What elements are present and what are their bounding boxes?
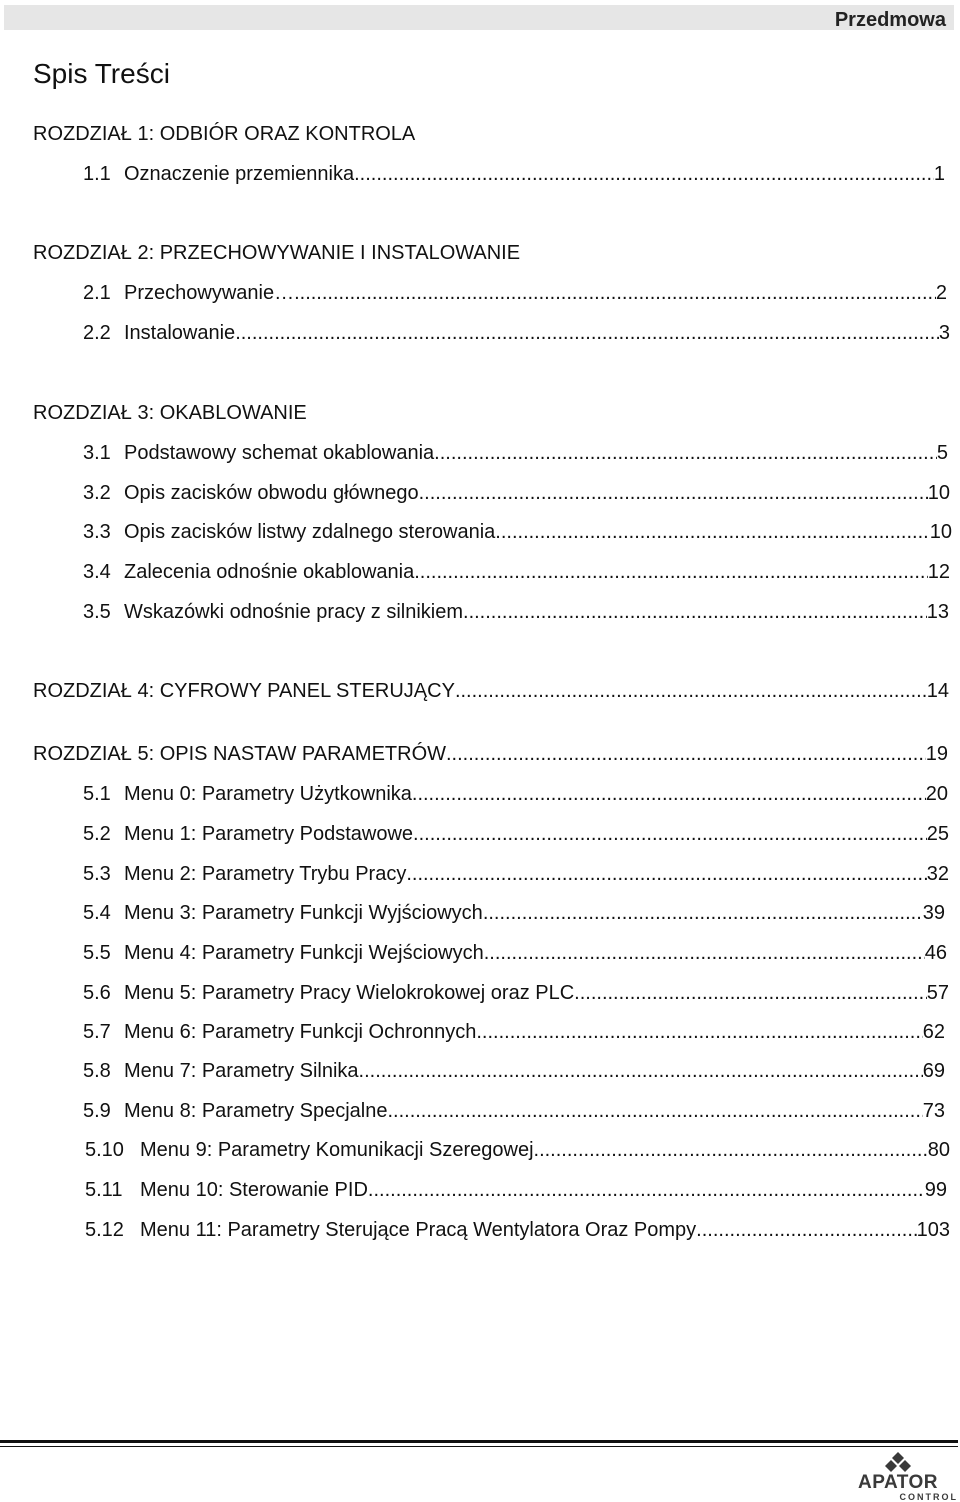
toc-entry-number: 5.2 — [83, 823, 111, 845]
toc-entry-number: 5.6 — [83, 982, 111, 1004]
apator-logo — [838, 1452, 958, 1500]
toc-entry-5-9[interactable] — [83, 1098, 945, 1124]
toc-chapter-4[interactable] — [33, 678, 949, 704]
toc-leader-dots — [413, 821, 927, 847]
logo-subtitle: CONTROL — [899, 1492, 958, 1502]
toc-entry-title: Instalowanie — [124, 322, 236, 344]
toc-entry-5-7[interactable] — [83, 1019, 945, 1045]
footer-divider-thin — [0, 1446, 958, 1447]
toc-entry-3-3[interactable] — [83, 519, 952, 545]
toc-entry-title: Podstawowy schemat okablowania — [124, 442, 435, 464]
toc-entry-number: 3.5 — [83, 601, 111, 623]
toc-page-number: 57 — [926, 982, 949, 1004]
toc-entry-3-4[interactable] — [83, 559, 950, 585]
logo-mark-icon — [883, 1452, 913, 1474]
toc-entry-number: 5.7 — [83, 1021, 111, 1043]
toc-leader-dots — [387, 1098, 922, 1124]
toc-leader-dots — [484, 940, 925, 966]
toc-entry-title: Menu 7: Parametry Silnika — [124, 1060, 359, 1082]
toc-entry-5-10[interactable] — [85, 1137, 950, 1163]
toc-leader-dots — [434, 440, 937, 466]
toc-entry-number: 2.1 — [83, 282, 111, 304]
toc-chapter-title: ROZDZIAŁ 3: OKABLOWANIE — [33, 402, 307, 424]
toc-chapter-3[interactable] — [33, 400, 933, 426]
toc-page-number: 1 — [933, 163, 945, 185]
toc-entry-5-6[interactable] — [83, 980, 949, 1006]
toc-page-number: 73 — [922, 1100, 945, 1122]
toc-entry-5-1[interactable] — [83, 781, 948, 807]
toc-entry-5-11[interactable] — [85, 1177, 947, 1203]
toc-entry-number: 5.8 — [83, 1060, 111, 1082]
toc-entry-title: Menu 11: Parametry Sterujące Pracą Wentylatora Oraz Pompy — [140, 1219, 697, 1241]
toc-entry-number: 5.10 — [85, 1139, 124, 1161]
toc-entry-number: 3.1 — [83, 442, 111, 464]
toc-page-number: 62 — [922, 1021, 945, 1043]
toc-entry-title: Zalecenia odnośnie okablowania — [124, 561, 415, 583]
toc-entry-3-1[interactable] — [83, 440, 948, 466]
toc-chapter-title: ROZDZIAŁ 1: ODBIÓR ORAZ KONTROLA — [33, 123, 416, 145]
toc-chapter-1[interactable] — [33, 121, 933, 147]
toc-leader-dots — [406, 861, 926, 887]
toc-page-number: 32 — [926, 863, 949, 885]
toc-entry-title: Oznaczenie przemiennika — [124, 163, 355, 185]
toc-entry-number: 5.3 — [83, 863, 111, 885]
toc-page-number: 3 — [938, 322, 950, 344]
toc-entry-5-3[interactable] — [83, 861, 949, 887]
toc-page-number: 20 — [925, 783, 948, 805]
toc-entry-5-4[interactable] — [83, 900, 945, 926]
toc-chapter-2[interactable] — [33, 240, 933, 266]
logo-name: APATOR — [857, 1472, 939, 1493]
header-section-title: Przedmowa — [834, 9, 946, 31]
toc-entry-number: 5.4 — [83, 902, 111, 924]
toc-entry-2-2[interactable] — [83, 320, 950, 346]
toc-entry-title: Przechowywanie… — [124, 282, 295, 304]
header-bar — [4, 5, 954, 30]
toc-entry-title: Menu 5: Parametry Pracy Wielokrokowej oraz PLC — [124, 982, 575, 1004]
toc-chapter-title: ROZDZIAŁ 4: CYFROWY PANEL STERUJĄCY — [33, 680, 455, 702]
toc-entry-number: 2.2 — [83, 322, 111, 344]
toc-page-number: 80 — [927, 1139, 950, 1161]
toc-page-number: 46 — [924, 942, 947, 964]
toc-entry-title: Menu 0: Parametry Użytkownika — [124, 783, 412, 805]
toc-page-number: 69 — [922, 1060, 945, 1082]
toc-page-number: 13 — [926, 601, 949, 623]
toc-entry-number: 3.2 — [83, 482, 111, 504]
toc-entry-title: Wskazówki odnośnie pracy z silnikiem — [124, 601, 464, 623]
toc-entry-title: Menu 10: Sterowanie PID — [140, 1179, 368, 1201]
toc-entry-5-12[interactable] — [85, 1217, 950, 1243]
toc-entry-number: 5.9 — [83, 1100, 111, 1122]
toc-chapter-5[interactable] — [33, 741, 948, 767]
toc-entry-5-8[interactable] — [83, 1058, 945, 1084]
toc-page-number: 99 — [924, 1179, 947, 1201]
toc-page-number: 12 — [927, 561, 950, 583]
toc-page-number: 39 — [922, 902, 945, 924]
toc-entry-title: Menu 3: Parametry Funkcji Wyjściowych — [124, 902, 483, 924]
toc-page-number: 14 — [926, 680, 949, 702]
toc-entry-title: Opis zacisków listwy zdalnego sterowania — [124, 521, 496, 543]
toc-entry-number: 5.5 — [83, 942, 111, 964]
toc-leader-dots — [412, 781, 926, 807]
toc-leader-dots — [455, 678, 927, 704]
toc-leader-dots — [368, 1177, 925, 1203]
toc-chapter-title: ROZDZIAŁ 2: PRZECHOWYWANIE I INSTALOWANIE — [33, 242, 521, 264]
toc-entry-title: Opis zacisków obwodu głównego — [124, 482, 419, 504]
toc-page-number: 10 — [927, 482, 950, 504]
toc-entry-1-1[interactable] — [83, 161, 945, 187]
toc-leader-dots — [414, 559, 928, 585]
toc-page-number: 25 — [926, 823, 949, 845]
toc-entry-5-2[interactable] — [83, 821, 949, 847]
page-title: Spis Treści — [33, 58, 170, 89]
toc-leader-dots — [359, 1058, 923, 1084]
toc-entry-title: Menu 9: Parametry Komunikacji Szeregowej — [140, 1139, 534, 1161]
toc-entry-2-1[interactable] — [83, 280, 947, 306]
toc-entry-5-5[interactable] — [83, 940, 947, 966]
toc-leader-dots — [696, 1217, 916, 1243]
toc-entry-number: 5.11 — [85, 1179, 123, 1201]
toc-entry-title: Menu 1: Parametry Podstawowe — [124, 823, 414, 845]
toc-entry-number: 5.1 — [83, 783, 111, 805]
toc-leader-dots — [463, 599, 927, 625]
toc-page-number: 5 — [936, 442, 948, 464]
toc-leader-dots — [419, 480, 928, 506]
toc-page-number: 19 — [925, 743, 948, 765]
toc-leader-dots — [354, 161, 934, 187]
toc-leader-dots — [534, 1137, 928, 1163]
toc-entry-number: 3.3 — [83, 521, 111, 543]
toc-entry-title: Menu 6: Parametry Funkcji Ochronnych — [124, 1021, 477, 1043]
toc-page-number: 103 — [916, 1219, 950, 1241]
toc-page-number: 2 — [935, 282, 947, 304]
toc-chapter-title: ROZDZIAŁ 5: OPIS NASTAW PARAMETRÓW — [33, 743, 446, 765]
toc-leader-dots — [294, 280, 936, 306]
toc-leader-dots — [574, 980, 927, 1006]
toc-entry-number: 5.12 — [85, 1219, 124, 1241]
footer-divider — [0, 1440, 958, 1443]
toc-leader-dots — [235, 320, 939, 346]
toc-entry-3-5[interactable] — [83, 599, 949, 625]
toc-entry-title: Menu 2: Parametry Trybu Pracy — [124, 863, 407, 885]
toc-entry-title: Menu 4: Parametry Funkcji Wejściowych — [124, 942, 484, 964]
toc-page-number: 10 — [929, 521, 952, 543]
toc-entry-number: 3.4 — [83, 561, 111, 583]
toc-leader-dots — [476, 1019, 922, 1045]
toc-leader-dots — [483, 900, 923, 926]
toc-leader-dots — [495, 519, 929, 545]
toc-entry-title: Menu 8: Parametry Specjalne — [124, 1100, 388, 1122]
toc-entry-3-2[interactable] — [83, 480, 950, 506]
toc-entry-number: 1.1 — [83, 163, 111, 185]
toc-leader-dots — [446, 741, 926, 767]
